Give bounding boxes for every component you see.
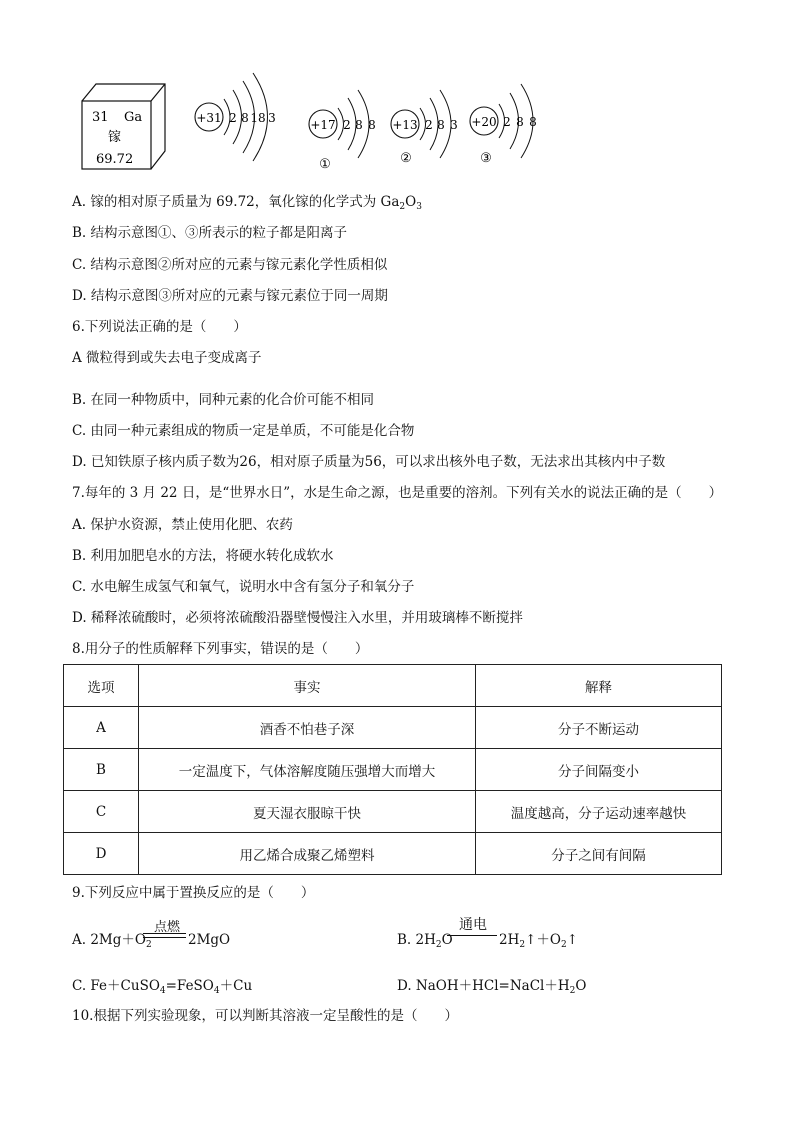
table-cell: 夏天湿衣服晾干快 bbox=[139, 791, 476, 833]
nucleus-charge: +17 bbox=[310, 118, 336, 132]
q9-stem: 9.下列反应中属于置换反应的是（ ） bbox=[72, 885, 315, 901]
table-cell: 一定温度下，气体溶解度随压强增大而增大 bbox=[139, 749, 476, 791]
equation-text: ↑＋O bbox=[525, 932, 561, 948]
table-row[interactable] bbox=[64, 791, 722, 833]
shell-electrons: 8 bbox=[241, 111, 249, 125]
diagram-label: ③ bbox=[480, 151, 492, 166]
reaction-condition: 点燃 bbox=[153, 920, 180, 935]
element-symbol: Ga bbox=[124, 110, 143, 125]
q6-option-d[interactable]: D. 已知铁原子核内质子数为26，相对原子质量为56，可以求出核外电子数，无法求出其核内中子数 bbox=[72, 454, 666, 470]
equation-product: 2MgO bbox=[188, 932, 231, 948]
shell-electrons: 2 bbox=[425, 118, 433, 132]
table-cell: 分子间隔变小 bbox=[476, 749, 722, 791]
q5-option-a[interactable] bbox=[72, 193, 422, 216]
equation-text: D. NaOH＋HCl=NaCl＋H bbox=[397, 978, 570, 994]
equation-text: ↑ bbox=[566, 932, 579, 948]
q5-option-c[interactable]: C. 结构示意图②所对应的元素与镓元素化学性质相似 bbox=[72, 257, 388, 273]
table-cell: B bbox=[64, 749, 139, 791]
table-cell: C bbox=[64, 791, 139, 833]
option-text: A. 镓的相对原子质量为 69.72，氧化镓的化学式为 Ga bbox=[72, 194, 400, 210]
shell-electrons: 8 bbox=[437, 118, 445, 132]
subscript: 2 bbox=[569, 986, 576, 996]
q5-option-b[interactable]: B. 结构示意图①、③所表示的粒子都是阳离子 bbox=[72, 225, 348, 241]
shell-electrons: 8 bbox=[368, 118, 376, 132]
table-row[interactable] bbox=[64, 833, 722, 875]
shell-electrons: 2 bbox=[229, 111, 237, 125]
q9-option-c[interactable] bbox=[72, 977, 252, 1000]
table-cell: 分子之间有间隔 bbox=[476, 833, 722, 875]
atom-3 bbox=[470, 84, 537, 166]
element-mass: 69.72 bbox=[96, 152, 134, 167]
q8-stem: 8.用分子的性质解释下列事实，错误的是（ ） bbox=[72, 641, 369, 657]
atomic-structure-figure bbox=[0, 0, 794, 180]
subscript: 2 bbox=[435, 940, 442, 950]
nucleus-charge: +20 bbox=[471, 115, 497, 129]
reaction-condition: 通电 bbox=[459, 917, 487, 933]
equation-text: 2H bbox=[499, 932, 520, 948]
table-header: 选项 bbox=[64, 665, 139, 707]
reaction-bar bbox=[143, 937, 186, 938]
diagram-label: ① bbox=[319, 157, 331, 172]
reaction-bar bbox=[143, 933, 186, 934]
shell-electrons: 8 bbox=[529, 115, 537, 129]
atom-2 bbox=[391, 90, 458, 166]
q7-option-d[interactable]: D. 稀释浓硫酸时，必须将浓硫酸沿器壁慢慢注入水里，并用玻璃棒不断搅拌 bbox=[72, 610, 523, 626]
nucleus-charge: +31 bbox=[196, 111, 222, 125]
shell-electrons: 3 bbox=[268, 111, 276, 125]
equation-text: A. 2Mg＋O bbox=[72, 932, 146, 948]
table-cell: A bbox=[64, 707, 139, 749]
subscript: 4 bbox=[159, 986, 166, 996]
equation-text: O bbox=[575, 978, 587, 994]
subscript: 2 bbox=[399, 202, 406, 212]
option-text: O bbox=[405, 194, 417, 210]
q6-option-b[interactable]: B. 在同一种物质中，同种元素的化合价可能不相同 bbox=[72, 392, 375, 408]
table-cell: 温度越高，分子运动速率越快 bbox=[476, 791, 722, 833]
shell-electrons: 2 bbox=[343, 118, 351, 132]
table-cell: 用乙烯合成聚乙烯塑料 bbox=[139, 833, 476, 875]
table-header: 事实 bbox=[139, 665, 476, 707]
shell-electrons: 8 bbox=[355, 118, 363, 132]
equation-product bbox=[499, 931, 578, 954]
equation-text: O bbox=[441, 932, 453, 948]
atom-gallium bbox=[195, 73, 276, 161]
subscript: 4 bbox=[213, 986, 220, 996]
q8-table bbox=[63, 664, 722, 875]
atom-1 bbox=[309, 90, 376, 172]
diagram-label: ② bbox=[400, 151, 412, 166]
q6-option-a[interactable]: A 微粒得到或失去电子变成离子 bbox=[72, 350, 262, 366]
table-cell: 酒香不怕巷子深 bbox=[139, 707, 476, 749]
table-cell: D bbox=[64, 833, 139, 875]
equation-text: B. 2H bbox=[397, 932, 436, 948]
shell-electrons: 3 bbox=[450, 118, 458, 132]
equation-text: ＋Cu bbox=[219, 978, 253, 994]
subscript: 2 bbox=[145, 940, 152, 950]
element-number: 31 bbox=[92, 110, 109, 125]
equation-text: C. Fe＋CuSO bbox=[72, 978, 160, 994]
q7-option-b[interactable]: B. 利用加肥皂水的方法，将硬水转化成软水 bbox=[72, 548, 334, 564]
element-cell bbox=[82, 84, 165, 169]
q6-stem: 6.下列说法正确的是（ ） bbox=[72, 319, 247, 335]
table-header: 解释 bbox=[476, 665, 722, 707]
q9-option-d[interactable] bbox=[397, 977, 586, 1000]
q9-option-a[interactable] bbox=[72, 931, 152, 954]
reaction-bar bbox=[447, 935, 497, 936]
element-name: 镓 bbox=[108, 130, 122, 145]
shell-electrons: 8 bbox=[516, 115, 524, 129]
q5-option-d[interactable]: D. 结构示意图③所对应的元素与镓元素位于同一周期 bbox=[72, 288, 388, 304]
table-row[interactable] bbox=[64, 707, 722, 749]
subscript: 3 bbox=[416, 202, 422, 212]
nucleus-charge: +13 bbox=[392, 118, 418, 132]
shell-electrons: 18 bbox=[250, 111, 266, 125]
q7-stem: 7.每年的 3 月 22 日，是“世界水日”，水是生命之源，也是重要的溶剂。下列有关水的说法正确的是（ ） bbox=[72, 485, 723, 501]
equation-text: =FeSO bbox=[165, 978, 214, 994]
table-cell: 分子不断运动 bbox=[476, 707, 722, 749]
q10-stem: 10.根据下列实验现象，可以判断其溶液一定呈酸性的是（ ） bbox=[72, 1008, 458, 1024]
q9-option-b[interactable] bbox=[397, 931, 453, 954]
subscript: 2 bbox=[519, 940, 526, 950]
subscript: 2 bbox=[561, 940, 567, 950]
table-header-row bbox=[64, 665, 722, 707]
q7-option-a[interactable]: A. 保护水资源，禁止使用化肥、农药 bbox=[72, 517, 293, 533]
q7-option-c[interactable]: C. 水电解生成氢气和氧气，说明水中含有氢分子和氧分子 bbox=[72, 579, 415, 595]
q6-option-c[interactable]: C. 由同一种元素组成的物质一定是单质，不可能是化合物 bbox=[72, 423, 415, 439]
shell-electrons: 2 bbox=[503, 115, 511, 129]
table-row[interactable] bbox=[64, 749, 722, 791]
